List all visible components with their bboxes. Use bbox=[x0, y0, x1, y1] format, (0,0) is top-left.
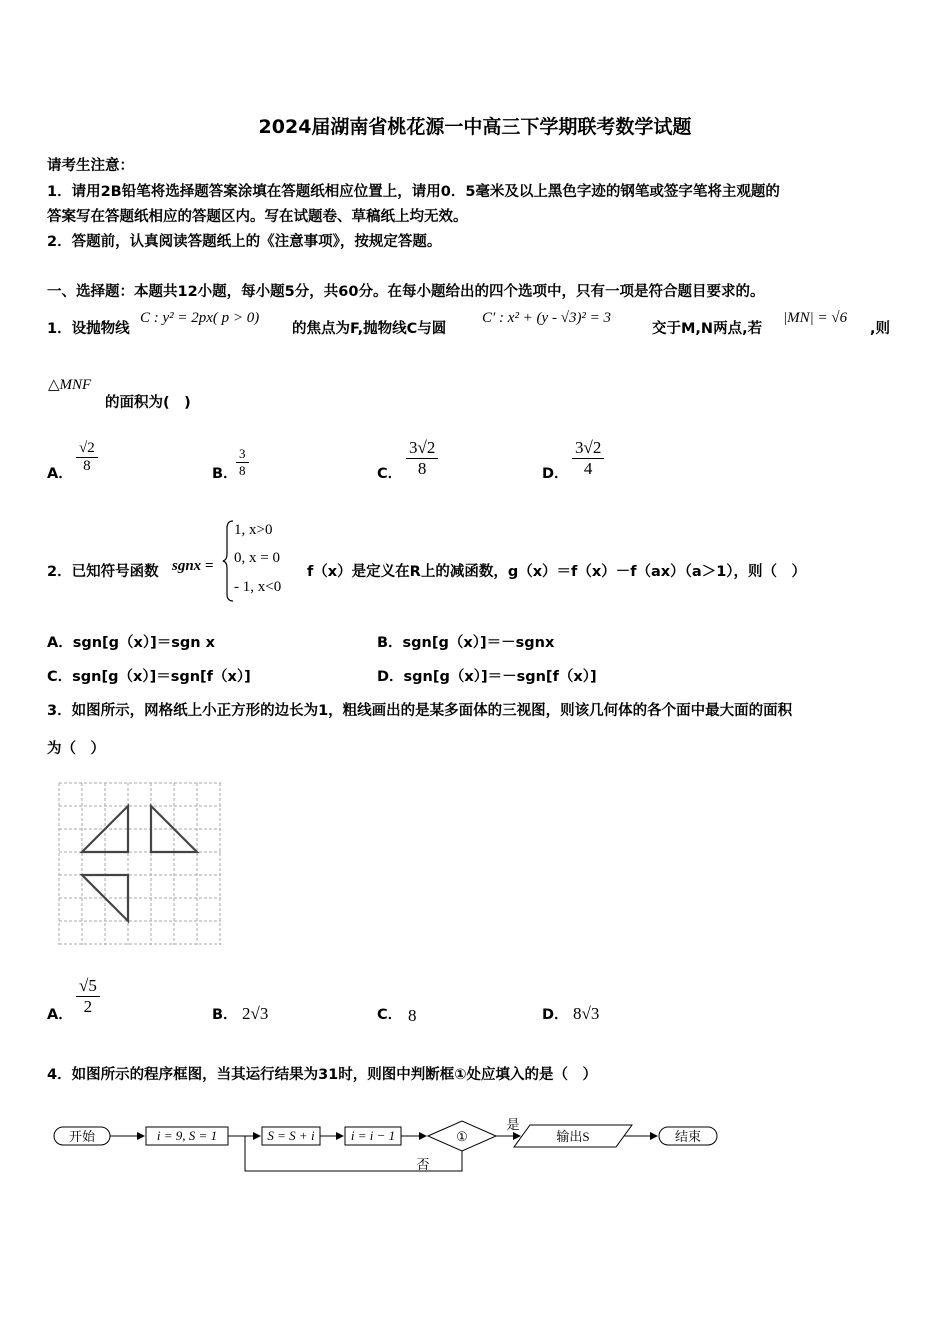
notice-line-3: 2．答题前，认真阅读答题纸上的《注意事项》，按规定答题。 bbox=[47, 234, 442, 250]
q3-option-b-value[interactable]: 2√3 bbox=[242, 1004, 269, 1023]
q3-line-1: 3．如图所示，网格纸上小正方形的边长为1，粗线画出的是某多面体的三视图，则该几何体的各个面中最大面的面积 bbox=[47, 703, 793, 719]
q1-triangle: △MNF bbox=[48, 377, 92, 393]
q1-option-a-num: √2 bbox=[76, 440, 98, 458]
notice-line-2: 答案写在答题纸相应的答题区内。写在试题卷、草稿纸上均无效。 bbox=[47, 209, 468, 225]
q1-text-3: ,则 bbox=[870, 321, 891, 337]
three-view-figure bbox=[58, 782, 222, 946]
q3-option-b-letter[interactable]: B． bbox=[212, 1007, 238, 1023]
q2-case-3: - 1, x<0 bbox=[234, 579, 282, 595]
q3-option-c-value[interactable]: 8 bbox=[408, 1006, 417, 1025]
q1-option-c-den: 8 bbox=[417, 459, 427, 478]
flow-decision-text: ① bbox=[456, 1129, 468, 1144]
q2-case-2: 0, x = 0 bbox=[234, 550, 280, 566]
q1-option-b-letter[interactable]: B． bbox=[212, 466, 238, 482]
q1-option-b-num: 3 bbox=[236, 446, 249, 463]
q1-option-d-den: 4 bbox=[583, 459, 593, 478]
q1-text-2: 交于M,N两点,若 bbox=[652, 321, 763, 337]
q3-option-a-letter[interactable]: A． bbox=[47, 1007, 73, 1023]
notice-heading: 请考生注意： bbox=[47, 158, 134, 174]
q3-option-a-den: 2 bbox=[83, 997, 93, 1016]
flow-step1-text: S = S + i bbox=[267, 1128, 315, 1143]
q1-option-c-value[interactable] bbox=[406, 438, 438, 479]
q1-mn: |MN| = √6 bbox=[783, 310, 848, 326]
flow-end-text: 结束 bbox=[674, 1129, 702, 1144]
flow-no-label: 否 bbox=[416, 1157, 430, 1172]
q1-text-4: 的面积为( ) bbox=[105, 395, 191, 411]
q1-text-1: 的焦点为F,抛物线C与圆 bbox=[292, 321, 447, 337]
q3-option-a-value[interactable] bbox=[76, 976, 100, 1017]
q1-option-c-num: 3√2 bbox=[406, 438, 438, 459]
q2-text: f（x）是定义在R上的减函数，g（x）＝f（x）－f（ax）（a＞1），则（ ） bbox=[307, 564, 807, 580]
flow-output-text: 输出S bbox=[556, 1129, 590, 1144]
q1-parabola: C : y² = 2px( p > 0) bbox=[140, 310, 260, 326]
q3-option-a-num: √5 bbox=[76, 976, 100, 997]
notice-line-1: 1．请用2B铅笔将选择题答案涂填在答题纸相应位置上，请用0．5毫米及以上黑色字迹的钢笔或签字笔将主观题的 bbox=[47, 184, 780, 200]
q2-option-a[interactable]: A．sgn[g（x）]＝sgn x bbox=[47, 635, 216, 651]
q1-option-c-letter[interactable]: C． bbox=[377, 466, 403, 482]
q2-option-d[interactable]: D．sgn[g（x）]＝－sgn[f（x）] bbox=[377, 669, 597, 685]
q1-option-b-den: 8 bbox=[239, 463, 246, 478]
q1-option-a-letter[interactable]: A． bbox=[47, 466, 73, 482]
q1-option-a-den: 8 bbox=[83, 458, 91, 474]
flow-init-text: i = 9, S = 1 bbox=[156, 1128, 218, 1143]
q4-text: 4．如图所示的程序框图，当其运行结果为31时，则图中判断框①处应填入的是（ ） bbox=[47, 1067, 598, 1083]
q3-line-2: 为（ ） bbox=[47, 741, 105, 757]
q2-sgnx: sgnx = bbox=[172, 558, 214, 574]
q1-label: 1．设抛物线 bbox=[47, 321, 130, 337]
flowchart bbox=[40, 1105, 740, 1185]
q1-option-d-num: 3√2 bbox=[572, 438, 604, 459]
q2-option-b[interactable]: B．sgn[g（x）]＝－sgnx bbox=[377, 635, 555, 651]
q1-option-d-letter[interactable]: D． bbox=[542, 466, 569, 482]
q1-option-d-value[interactable] bbox=[572, 438, 604, 479]
q2-option-c[interactable]: C．sgn[g（x）]＝sgn[f（x）] bbox=[47, 669, 251, 685]
q2-label: 2．已知符号函数 bbox=[47, 564, 159, 580]
q2-case-1: 1, x>0 bbox=[234, 522, 273, 538]
q3-option-d-value[interactable]: 8√3 bbox=[573, 1004, 600, 1023]
flow-yes-label: 是 bbox=[506, 1117, 520, 1132]
q3-option-c-letter[interactable]: C． bbox=[377, 1007, 403, 1023]
q1-circle: C′ : x² + (y - √3)² = 3 bbox=[482, 310, 612, 326]
q2-brace bbox=[222, 520, 234, 602]
flow-step2-text: i = i − 1 bbox=[350, 1128, 396, 1143]
page-title: 2024届湖南省桃花源一中高三下学期联考数学试题 bbox=[258, 116, 692, 138]
flow-start-text: 开始 bbox=[68, 1129, 96, 1144]
q1-option-a-value[interactable] bbox=[76, 440, 98, 475]
q1-option-b-value[interactable] bbox=[236, 446, 249, 479]
section-heading: 一、选择题：本题共12小题，每小题5分，共60分。在每小题给出的四个选项中，只有一项是符合题目要求的。 bbox=[47, 284, 765, 300]
q3-option-d-letter[interactable]: D． bbox=[542, 1007, 569, 1023]
